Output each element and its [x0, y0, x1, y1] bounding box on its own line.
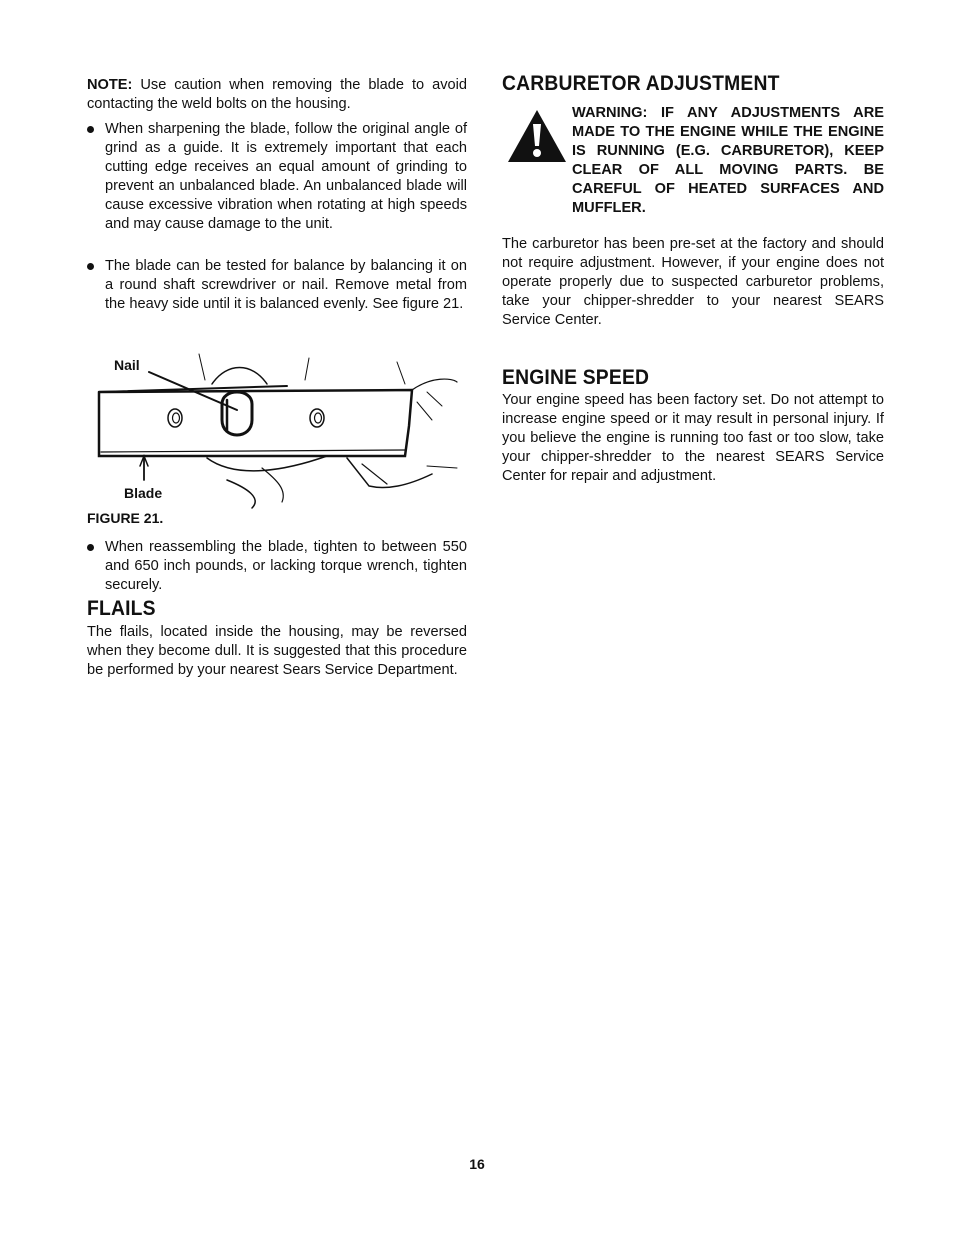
bullet-text-balance: The blade can be tested for balance by balancing it on a round shaft screwdriver or nail. Remove metal from the heavy side until it is balanced evenly. See figure 21.	[105, 258, 467, 312]
page-number: 16	[469, 1156, 485, 1172]
flails-paragraph: The flails, located inside the housing, may be reversed when they become dull. It is suggested that this procedure be performed by your nearest Sears Service Department.	[87, 624, 467, 678]
carburetor-heading: CARBURETOR ADJUSTMENT	[502, 72, 780, 95]
warning-text: WARNING: IF ANY ADJUSTMENTS ARE MADE TO THE ENGINE WHILE THE ENGINE IS RUNNING (E.G. CARBURETOR), KEEP CLEAR OF ALL MOVING PARTS. BE CAREFUL OF HEATED SURFACES AND MUFFLER.	[572, 105, 884, 216]
bullet-dot-icon	[87, 126, 94, 133]
bullet-item-balance	[87, 257, 467, 314]
blade-label: Blade	[124, 485, 163, 501]
nail-label: Nail	[114, 357, 140, 373]
note-label: NOTE:	[87, 77, 133, 93]
note-text: Use caution when removing the blade to avoid contacting the weld bolts on the housing.	[87, 77, 467, 112]
engine-speed-heading: ENGINE SPEED	[502, 366, 650, 389]
bullet-text-reassembling: When reassembling the blade, tighten to between 550 and 650 inch pounds, or lacking torque wrench, tighten securely.	[105, 539, 467, 593]
bullet-item-sharpening	[87, 120, 467, 234]
carburetor-paragraph: The carburetor has been pre-set at the factory and should not require adjustment. However, if your engine does not operate properly due to suspected carburetor problems, take your chipper-shredder to your nearest SEARS Service Center.	[502, 236, 884, 328]
bullet-dot-icon	[87, 263, 94, 270]
bullet-dot-icon	[87, 544, 94, 551]
flails-heading: FLAILS	[87, 597, 156, 620]
bullet-item-reassembling	[87, 538, 467, 595]
bullet-text-sharpening: When sharpening the blade, follow the original angle of grind as a guide. It is extremely important that each cutting edge receives an equal amount of grinding to prevent an unbalanced blade. An unbalanced blade will cause excessive vibration when rotating at high speeds and may cause damage to the unit.	[105, 121, 467, 232]
figure-caption: FIGURE 21.	[87, 510, 164, 526]
engine-speed-paragraph: Your engine speed has been factory set. Do not attempt to increase engine speed or it may result in personal injury. If you believe the engine is running too fast or too slow, take your chipper-shredder to the nearest SEARS Service Center for repair and adjustment.	[502, 392, 884, 484]
note-paragraph	[87, 76, 467, 114]
figure-21	[87, 340, 467, 530]
warning-triangle-icon	[506, 108, 568, 164]
